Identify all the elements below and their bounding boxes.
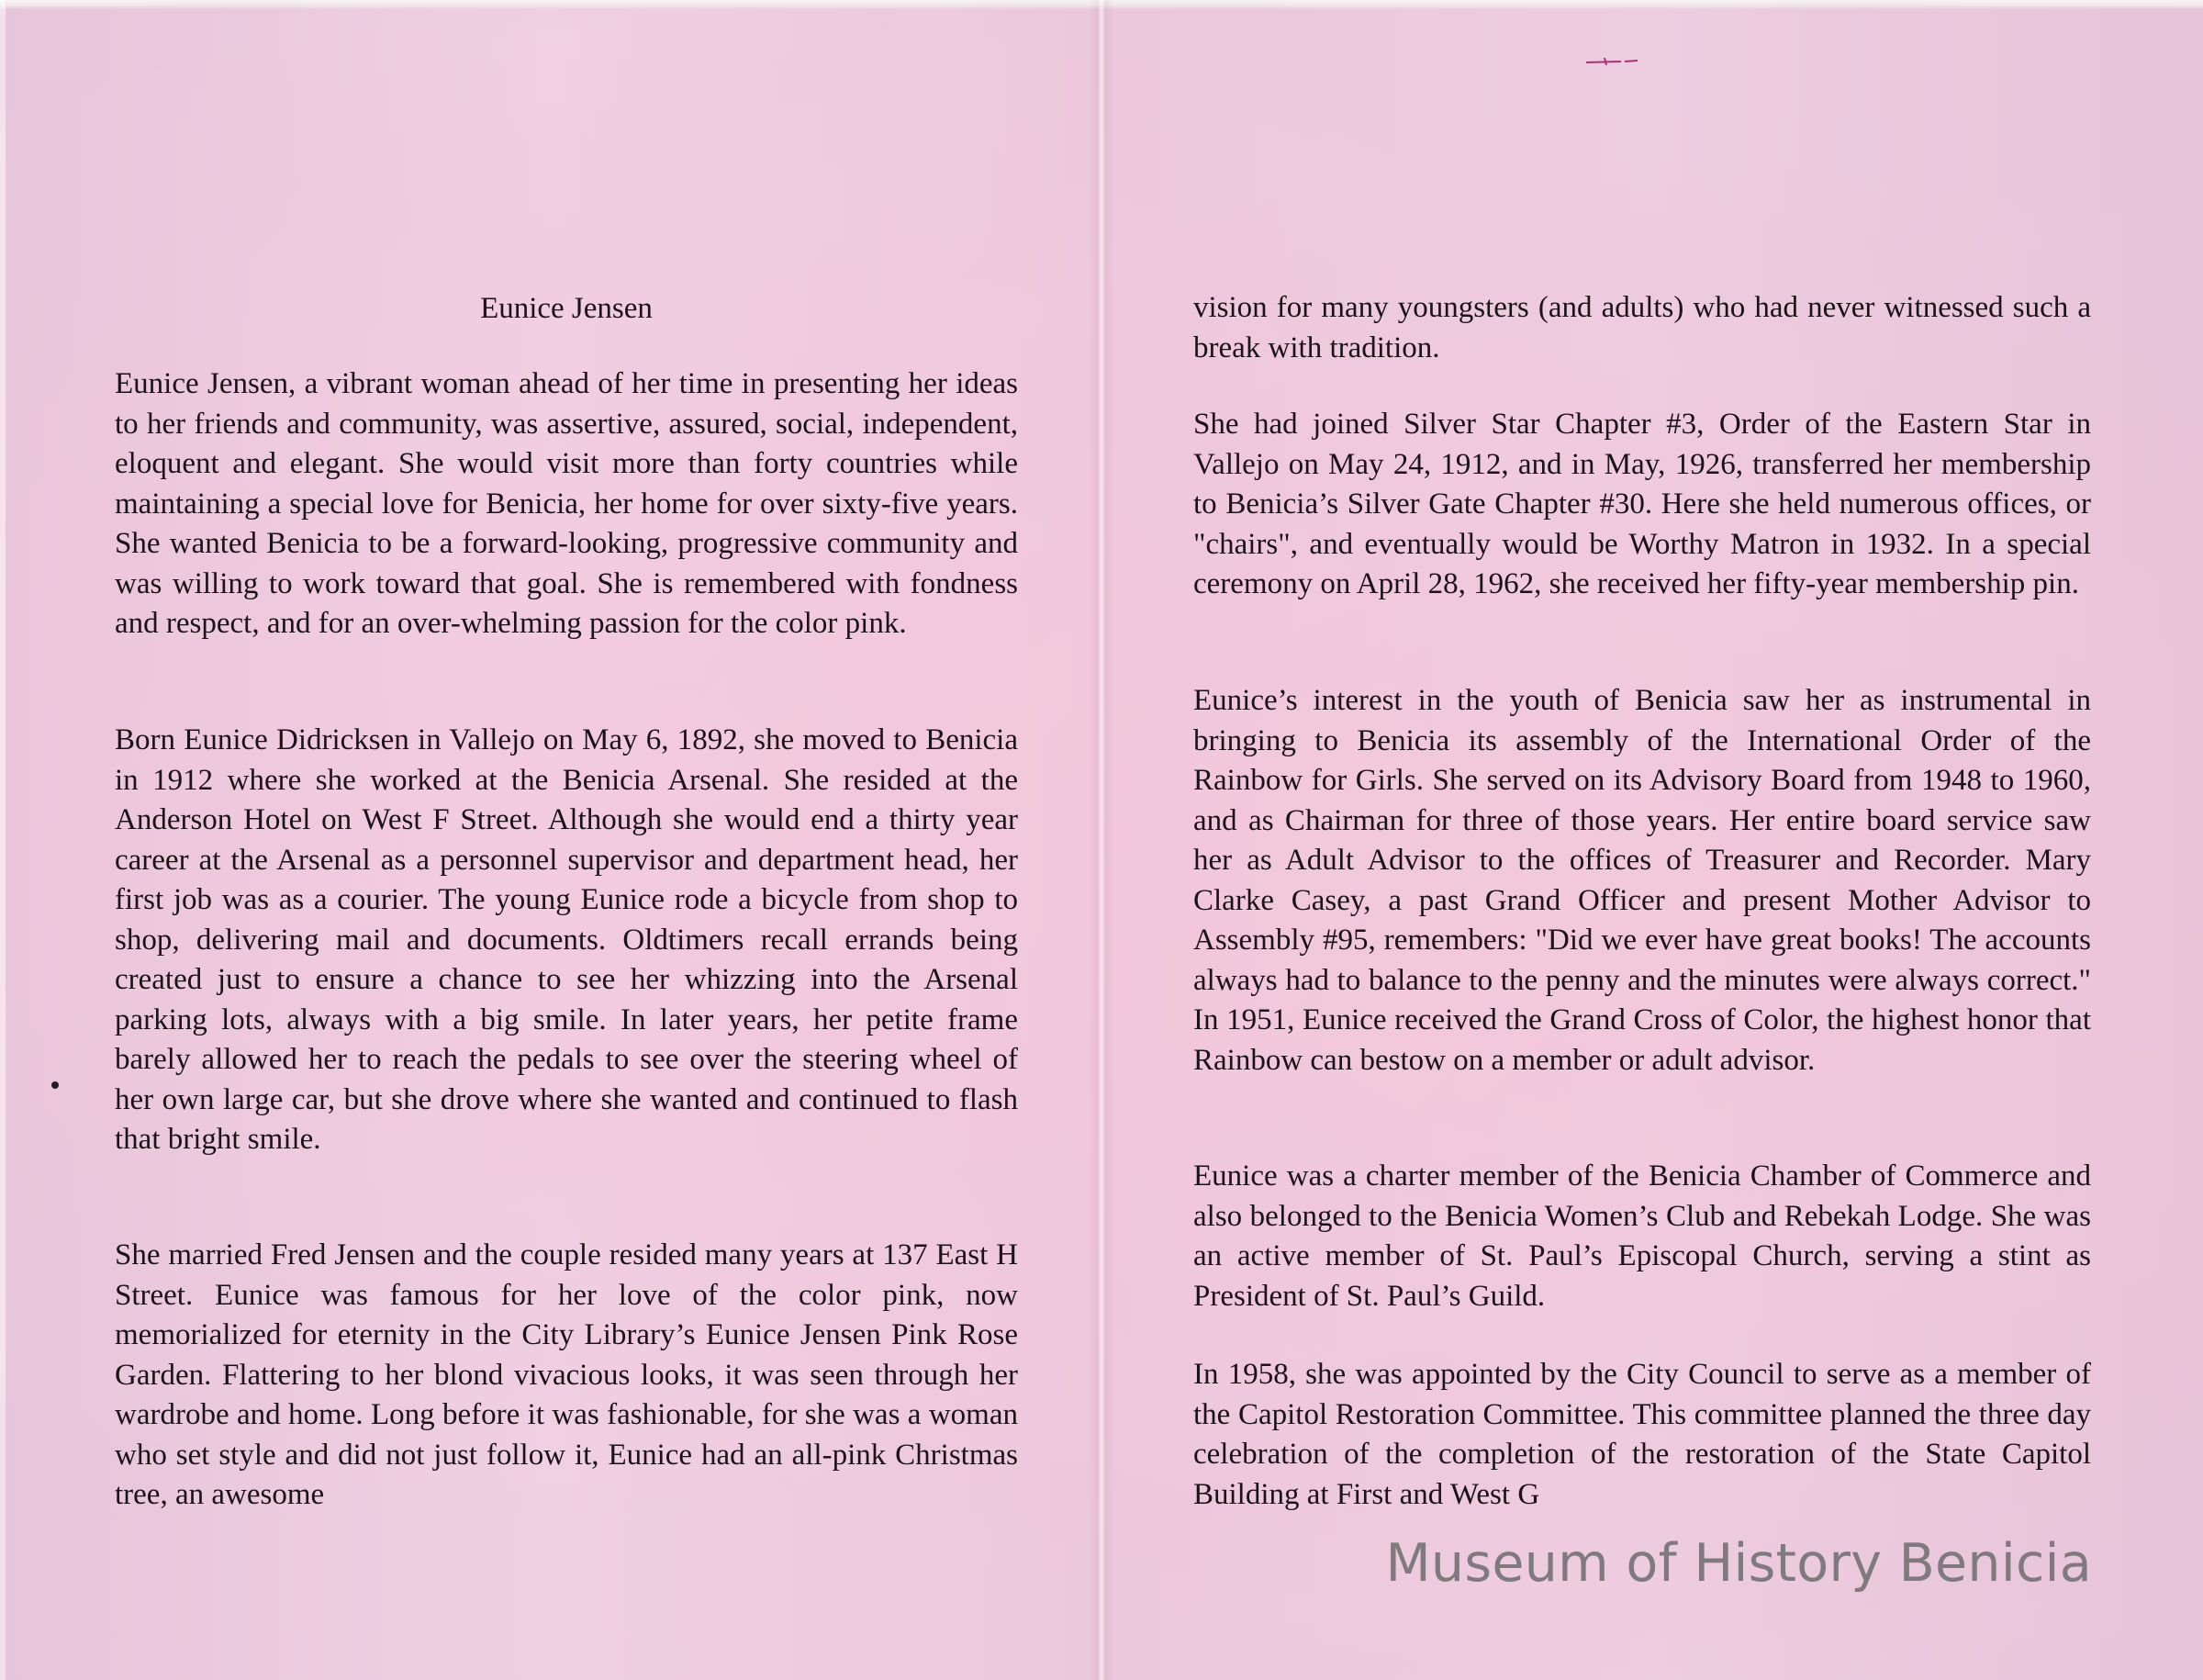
paragraph-eastern-star: She had joined Silver Star Chapter #3, Order of the Eastern Star in Vallejo on May 24, 1912, and in May, 1926, transferred her membership to Benicia’s Silver Gate Chapter #30. Here she held numerous offices, or "chairs", and eventually would be Worthy Matron in 1932. In a special ceremony on April 28, 1962, she received her fifty-year membership pin. bbox=[1193, 408, 2091, 600]
paragraph-early-life: Born Eunice Didricksen in Vallejo on May 6, 1892, she moved to Benicia in 1912 where she worked at the Benicia Arsenal. She resided at the Anderson Hotel on West F Street. Although she would end a thirty year career at the Arsenal as a personnel supervisor and department head, her first job was as a courier. The young Eunice rode a bicycle from shop to shop, delivering mail and documents. Oldtimers recall errands being created just to ensure a chance to see her whizzing into the Arsenal parking lots, always with a big smile. In later years, her petite frame barely allowed her to reach the pedals to see over the steering wheel of her own large car, but she drove where she wanted and continued to flash that bright smile. bbox=[115, 723, 1018, 1156]
paragraph-marriage: She married Fred Jensen and the couple resided many years at 137 East H Street. Eunice was famous for her love of the color pink, now memorialized for eternity in the City Library’s Eunice Jensen Pink Rose Garden. Flattering to her blond vivacious looks, it was seen through her wardrobe and home. Long before it was fashionable, for she was a woman who set style and did not just follow it, Eunice had an all-pink Christmas tree, an awesome bbox=[115, 1238, 1018, 1511]
museum-watermark: Museum of History Benicia bbox=[1385, 1533, 2092, 1594]
paragraph-intro: Eunice Jensen, a vibrant woman ahead of her time in presenting her ideas to her friends and community, was assertive, assured, social, independent, eloquent and elegant. She would visit more than forty countries while maintaining a special love for Benicia, her home for over sixty-five years. She wanted Benicia to be a forward-looking, progressive community and was willing to work toward that goal. She is remembered with fondness and respect, and for an over-whelming passion for the color pink. bbox=[115, 367, 1018, 640]
pen-mark-icon bbox=[1584, 57, 1639, 66]
paragraph-chamber: Eunice was a charter member of the Benicia Chamber of Commerce and also belonged to the Benicia Women’s Club and Rebekah Lodge. She was an active member of St. Paul’s Episcopal Church, serving a stint as President of St. Paul’s Guild. bbox=[1193, 1159, 2091, 1313]
paragraph-continued: vision for many youngsters (and adults) who had never witnessed such a break with tradition. bbox=[1193, 291, 2091, 364]
ink-speck bbox=[51, 1081, 59, 1089]
document-title: Eunice Jensen bbox=[480, 292, 653, 325]
paragraph-rainbow: Eunice’s interest in the youth of Benicia saw her as instrumental in bringing to Benicia its assembly of the International Order of the Rainbow for Girls. She served on its Advisory Board from 1948 to 1960, and as Chairman for three of those years. Her entire board service saw her as Adult Advisor to the offices of Treasurer and Recorder. Mary Clarke Casey, a past Grand Officer and present Mother Advisor to Assembly #95, remembers: "Did we ever have great books! The accounts always had to balance to the penny and the minutes were always correct." In 1951, Eunice received the Grand Cross of Color, the highest honor that Rainbow can bestow on a member or adult advisor. bbox=[1193, 684, 2091, 1077]
paper-left-edge bbox=[0, 0, 6, 1680]
center-fold bbox=[1089, 0, 1114, 1680]
paragraph-capitol: In 1958, she was appointed by the City Council to serve as a member of the Capitol Restoration Committee. This committee planned the three day celebration of the completion of the restoration of the State Capitol Building at First and West G bbox=[1193, 1358, 2091, 1511]
